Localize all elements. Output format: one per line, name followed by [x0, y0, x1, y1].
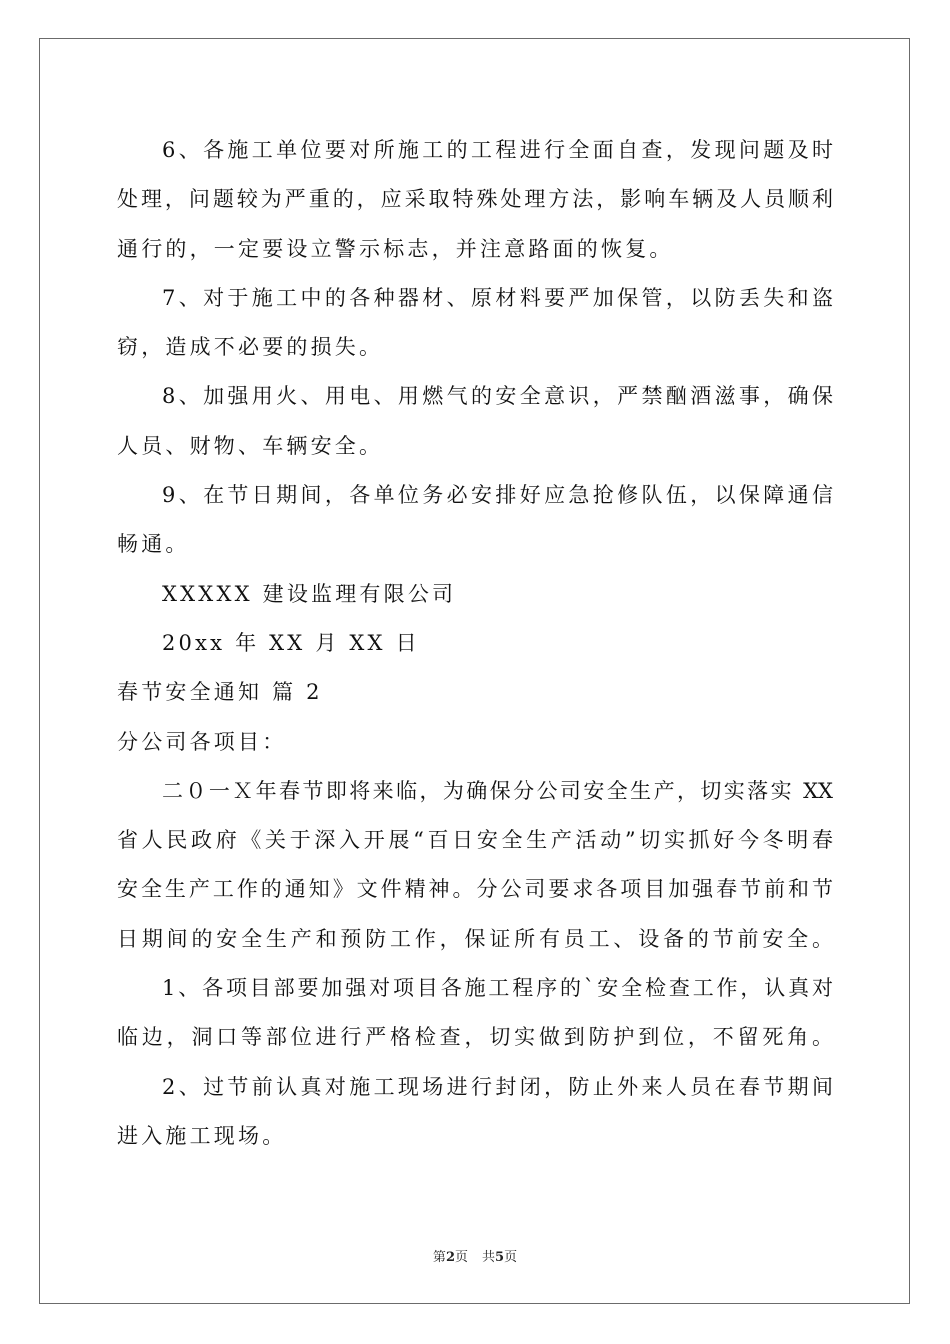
document-body: [117, 126, 833, 1161]
text-line: 20xx 年 XX 月 XX 日: [162, 630, 420, 655]
text-line: 日期间的安全生产和预防工作，保证所有员工、设备的节前安全。: [117, 926, 833, 951]
footer-total-prefix: 共: [482, 1250, 496, 1265]
text-line: 8、加强用火、用电、用燃气的安全意识，严禁酗酒滋事，确保: [162, 384, 833, 409]
text-line: 人员、财物、车辆安全。: [117, 433, 384, 458]
text-line: 1、各项目部要加强对项目各施工程序的`安全检查工作，认真对: [162, 976, 833, 1001]
footer-page-total: 5: [495, 1250, 505, 1265]
text-line: 二０一Ｘ年春节即将来临，为确保分公司安全生产，切实落实 XX: [162, 778, 833, 803]
footer-page-suffix: 页: [454, 1250, 468, 1265]
page-footer: [0, 1246, 950, 1265]
footer-page-current: 2: [445, 1250, 455, 1265]
text-line: XXXXX 建设监理有限公司: [162, 581, 457, 606]
text-line: 9、在节日期间，各单位务必安排好应急抢修队伍，以保障通信: [162, 483, 833, 508]
text-line: 窃，造成不必要的损失。: [117, 335, 384, 360]
text-line: 省人民政府《关于深入开展“百日安全生产活动”切实抓好今冬明春: [117, 828, 833, 853]
text-line: 安全生产工作的通知》文件精神。分公司要求各项目加强春节前和节: [117, 877, 833, 902]
text-line: 通行的，一定要设立警示标志，并注意路面的恢复。: [117, 236, 674, 261]
text-line: 7、对于施工中的各种器材、原材料要严加保管，以防丢失和盗: [162, 285, 833, 310]
text-line: 临边，洞口等部位进行严格检查，切实做到防护到位，不留死角。: [117, 1025, 833, 1050]
text-line: 2、过节前认真对施工现场进行封闭，防止外来人员在春节期间: [162, 1074, 833, 1099]
text-line: 春节安全通知 篇 2: [117, 680, 323, 705]
text-line: 6、各施工单位要对所施工的工程进行全面自查，发现问题及时: [162, 138, 833, 162]
text-line: 畅通。: [117, 532, 190, 557]
footer-total-suffix: 页: [504, 1250, 518, 1265]
text-line: 分公司各项目：: [117, 729, 287, 754]
footer-page-prefix: 第: [432, 1250, 446, 1265]
text-line: 进入施工现场。: [117, 1123, 287, 1148]
text-line: 处理，问题较为严重的，应采取特殊处理方法，影响车辆及人员顺利: [117, 187, 833, 212]
